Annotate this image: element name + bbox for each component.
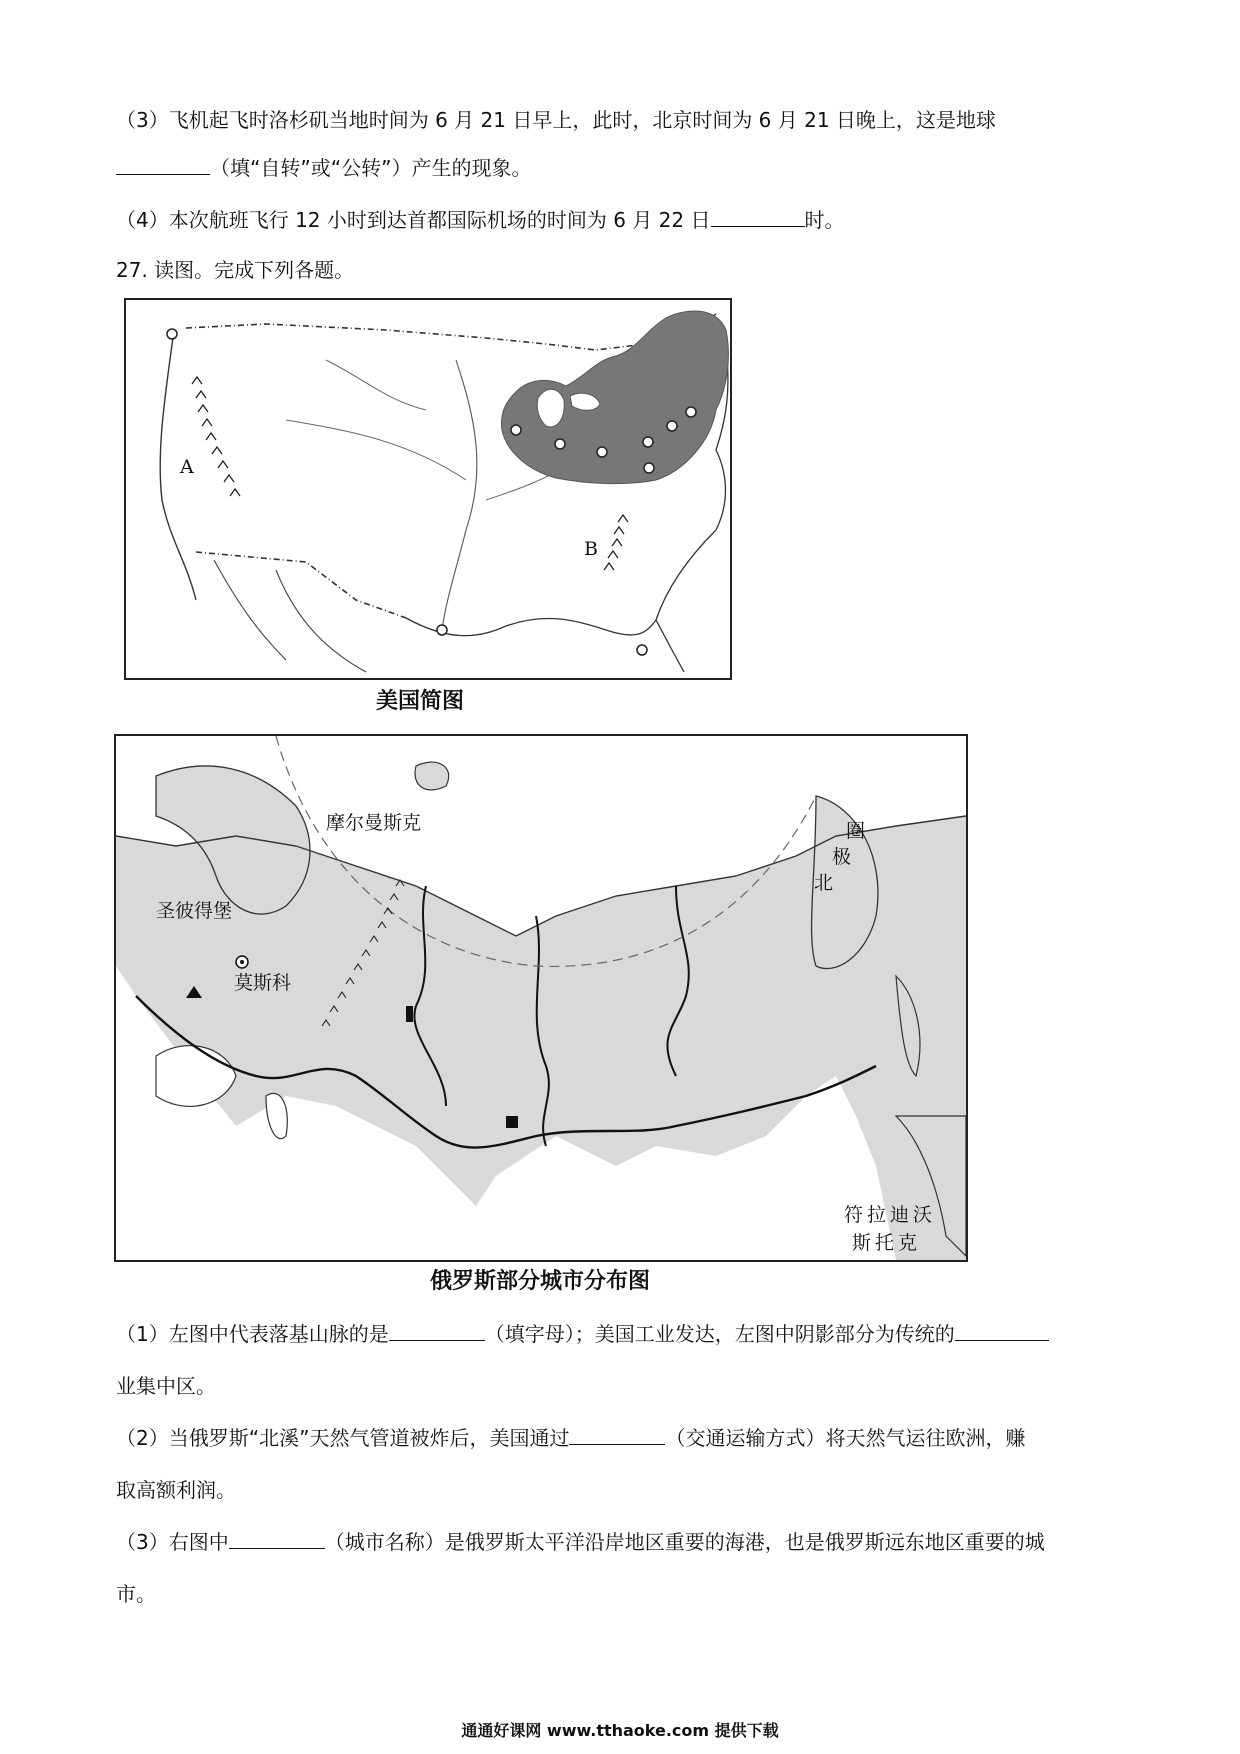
q27-intro: 27. 读图。完成下列各题。 [116,258,355,282]
q27-p3-line1: （3）右图中 （城市名称）是俄罗斯太平洋沿岸地区重要的海港，也是俄罗斯远东地区重要的城 [116,1530,1045,1554]
q26-p4-line: （4）本次航班飞行 12 小时到达首都国际机场的时间为 6 月 22 日 时。 [116,208,845,232]
answer-blank[interactable] [116,154,210,175]
q26-p3-line2: （填“自转”或“公转”）产生的现象。 [116,154,531,182]
label-murmansk: 摩尔曼斯克 [326,812,422,834]
answer-blank[interactable] [711,206,805,227]
russia-map-drawing [116,736,966,1260]
russia-map [114,734,968,1262]
answer-blank[interactable] [569,1424,665,1445]
label-arctic-circle-1: 圈 [846,820,866,842]
usa-map [124,298,732,680]
usa-map-caption: 美国简图 [376,689,465,714]
label-b: B [584,538,598,560]
usa-map-drawing [126,300,730,678]
q27-p2-line2: 取高额利润。 [116,1478,236,1502]
label-st-petersburg: 圣彼得堡 [156,900,233,922]
answer-blank[interactable] [229,1528,325,1549]
label-vladivostok-1: 符拉迪沃 [844,1204,937,1226]
answer-blank[interactable] [389,1320,485,1341]
label-arctic-circle-2: 极 [832,846,852,868]
footer: 通通好课网 www.tthaoke.com 提供下载 [461,1721,779,1740]
q27-p1-line2: 业集中区。 [116,1374,216,1398]
label-a: A [180,456,194,478]
label-vladivostok-2: 斯托克 [852,1232,922,1254]
q27-p2-line1: （2）当俄罗斯“北溪”天然气管道被炸后，美国通过 （交通运输方式）将天然气运往欧洲，赚 [116,1426,1026,1450]
answer-blank[interactable] [955,1320,1049,1341]
label-moscow: 莫斯科 [234,972,292,994]
q27-p1-line1: （1）左图中代表落基山脉的是 （填字母）；美国工业发达，左图中阴影部分为传统的 [116,1320,1049,1348]
q27-p3-line2: 市。 [116,1582,156,1606]
label-arctic-circle-3: 北 [814,872,834,894]
russia-map-caption: 俄罗斯部分城市分布图 [430,1269,651,1294]
q26-p3-line1: （3）飞机起飞时洛杉矶当地时间为 6 月 21 日早上，此时，北京时间为 6 月 21 日晚上，这是地球 [116,108,996,132]
